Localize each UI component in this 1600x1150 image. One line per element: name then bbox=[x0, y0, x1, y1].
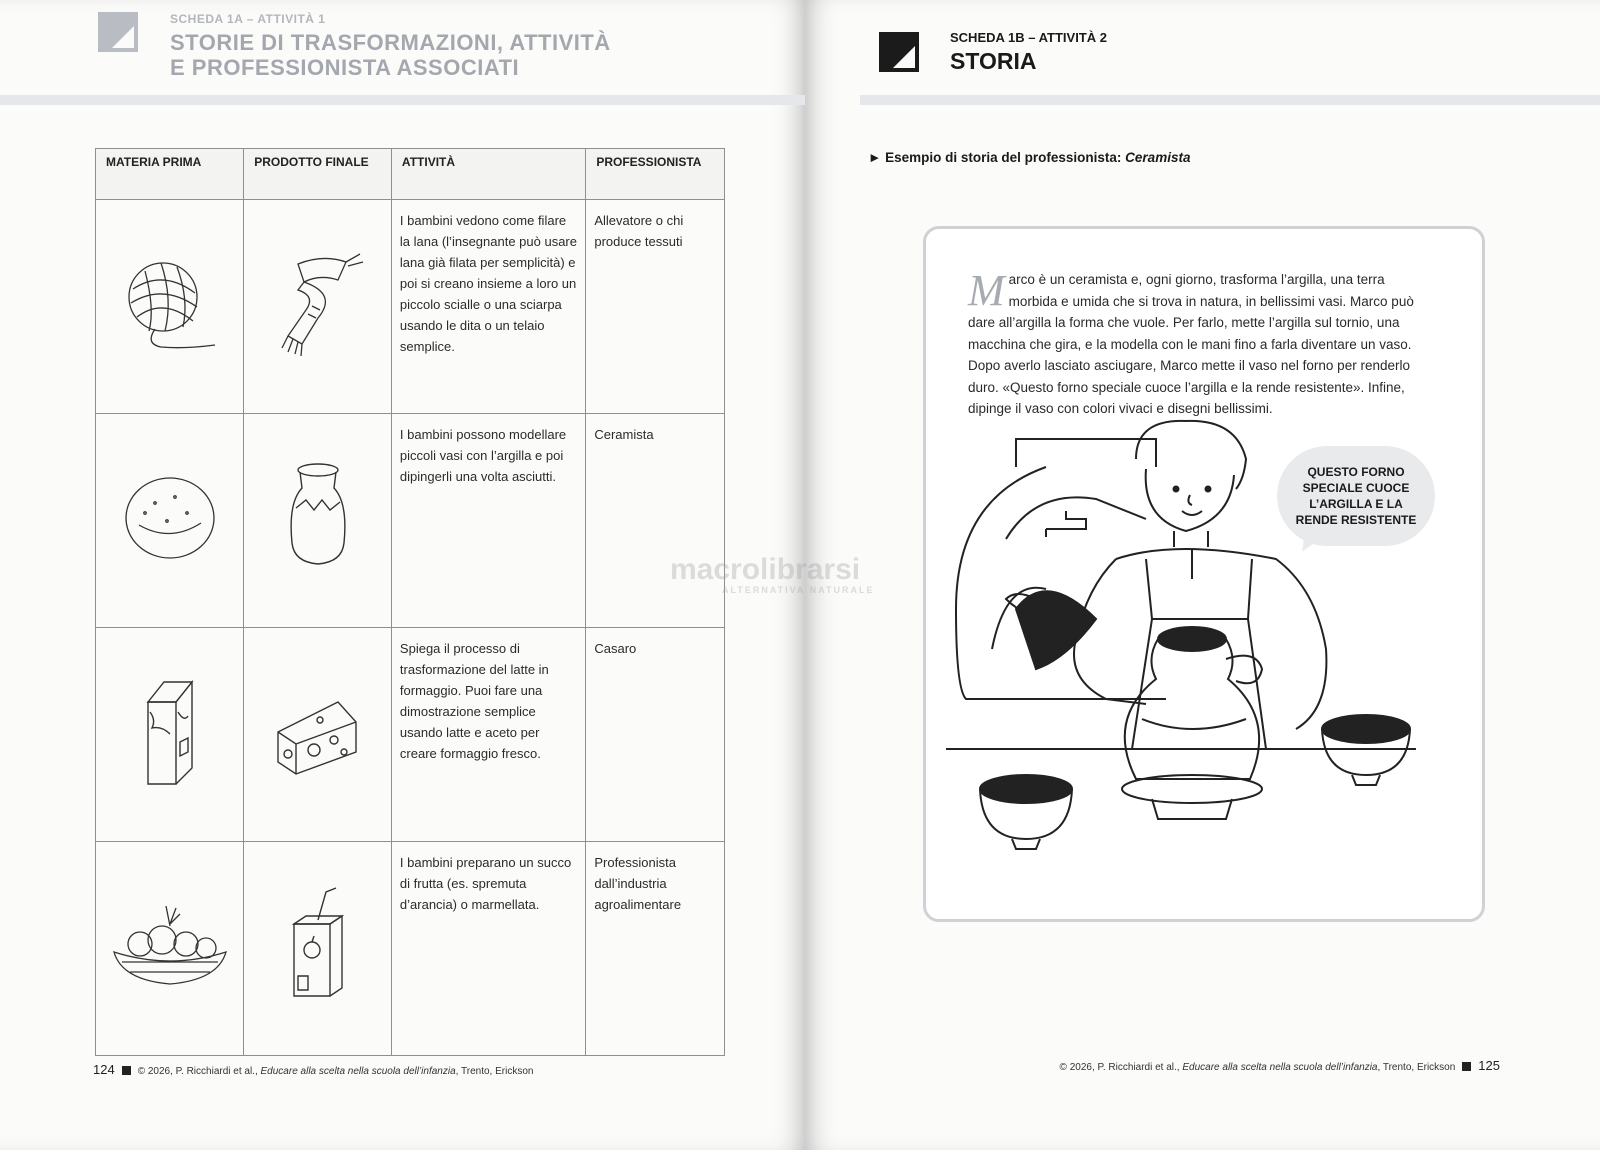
header-band bbox=[0, 95, 805, 105]
professional-cell: Casaro bbox=[586, 628, 725, 842]
professional-cell: Ceramista bbox=[586, 414, 725, 628]
speech-bubble bbox=[1277, 446, 1435, 546]
vase-on-wheel bbox=[1122, 627, 1262, 819]
title-line-2: E PROFESSIONISTA ASSOCIATI bbox=[170, 55, 520, 80]
final-product-cell bbox=[244, 842, 392, 1056]
raw-material-cell bbox=[96, 628, 244, 842]
final-product-cell bbox=[244, 200, 392, 414]
activity-cell: I bambini vedono come filare la lana (l’insegnante può usare lana già filata per semplicità) e poi si creano insieme a loro un piccolo scialle o una sciarpa usando le dita o un telaio semplice. bbox=[391, 200, 585, 414]
table-row bbox=[96, 842, 725, 1056]
story-paragraph bbox=[968, 266, 1426, 420]
right-footer bbox=[1060, 1058, 1500, 1073]
table-row bbox=[96, 628, 725, 842]
citation-suffix: , Trento, Erickson bbox=[1377, 1062, 1456, 1073]
activity-cell: Spiega il processo di trasformazione del latte in formaggio. Puoi fare una dimostrazione semplice usando latte e aceto per creare formaggio fresco. bbox=[391, 628, 585, 842]
juice-box-icon bbox=[278, 886, 358, 1006]
left-kicker: SCHEDA 1A – ATTIVITÀ 1 bbox=[170, 12, 326, 26]
cheese-wedge-icon bbox=[268, 682, 368, 782]
activity-cell: I bambini possono modellare piccoli vasi con l’argilla e poi dipingerli una volta asciutti. bbox=[391, 414, 585, 628]
left-footer bbox=[93, 1062, 533, 1077]
citation-prefix: © 2026, P. Ricchiardi et al., bbox=[137, 1066, 261, 1077]
clay-vase-icon bbox=[278, 458, 358, 578]
story-dropcap: M bbox=[968, 266, 1005, 315]
yarn-ball-icon bbox=[115, 249, 225, 359]
left-page-title bbox=[170, 30, 640, 80]
header-materia-prima: MATERIA PRIMA bbox=[96, 149, 244, 200]
final-product-cell bbox=[244, 414, 392, 628]
table-row bbox=[96, 200, 725, 414]
story-box bbox=[923, 226, 1485, 922]
example-prefix: ► Esempio di storia del professionista: bbox=[868, 150, 1126, 165]
footer-square-icon bbox=[122, 1066, 131, 1075]
bowl-left bbox=[980, 775, 1072, 849]
section-corner-icon bbox=[98, 12, 138, 52]
example-heading bbox=[868, 150, 1190, 165]
citation-title: Educare alla scelta nella scuola dell’infanzia bbox=[260, 1066, 456, 1077]
milk-carton-icon bbox=[130, 672, 210, 792]
story-body: arco è un ceramista e, ogni giorno, trasforma l’argilla, una terra morbida e umida che si trova in natura, in bellissimi vasi. Marco può dare all’argilla la forma che vuole. Per farlo, mette l’argilla sul tornio, una macchina che gira, e la modella con le mani fino a farla diventare un vaso. Dopo averlo lasciato asciugare, Marco mette il vaso nel forno per renderlo duro. «Questo forno speciale cuoce l’argilla e la rende resistente». Infine, dipinge il vaso con colori vivaci e disegni bellissimi. bbox=[968, 272, 1414, 416]
header-attivita: ATTIVITÀ bbox=[391, 149, 585, 200]
citation-prefix: © 2026, P. Ricchiardi et al., bbox=[1059, 1062, 1183, 1073]
activity-cell: I bambini preparano un succo di frutta (es. spremuta d’arancia) o marmellata. bbox=[391, 842, 585, 1056]
watermark-tagline: ALTERNATIVA NATURALE bbox=[722, 585, 875, 595]
citation-title: Educare alla scelta nella scuola dell’infanzia bbox=[1182, 1062, 1378, 1073]
header-prodotto-finale: PRODOTTO FINALE bbox=[244, 149, 392, 200]
page-number: 124 bbox=[93, 1062, 115, 1077]
right-page-title: STORIA bbox=[950, 48, 1037, 74]
title-line-1: STORIE DI TRASFORMAZIONI, ATTIVITÀ bbox=[170, 30, 611, 55]
professional-cell: Allevatore o chi produce tessuti bbox=[586, 200, 725, 414]
kiln-drawing bbox=[956, 439, 1166, 699]
header-professionista: PROFESSIONISTA bbox=[586, 149, 725, 200]
table-row bbox=[96, 414, 725, 628]
section-corner-icon bbox=[879, 32, 919, 72]
raw-material-cell bbox=[96, 414, 244, 628]
example-role: Ceramista bbox=[1125, 150, 1191, 165]
raw-material-cell bbox=[96, 200, 244, 414]
citation-suffix: , Trento, Erickson bbox=[455, 1066, 534, 1077]
final-product-cell bbox=[244, 628, 392, 842]
watermark bbox=[670, 553, 950, 603]
page-number: 125 bbox=[1478, 1058, 1500, 1073]
speech-bubble-text: QUESTO FORNO SPECIALE CUOCE L’ARGILLA E LA RENDE RESISTENTE bbox=[1295, 465, 1417, 527]
transformations-table bbox=[95, 148, 725, 1056]
clay-lump-icon bbox=[115, 463, 225, 573]
table-header-row bbox=[96, 149, 725, 200]
header-band bbox=[860, 95, 1600, 105]
scarf-icon bbox=[268, 244, 368, 364]
professional-cell: Professionista dall’industria agroalimentare bbox=[586, 842, 725, 1056]
right-kicker: SCHEDA 1B – ATTIVITÀ 2 bbox=[950, 30, 1107, 45]
watermark-brand: macrolibrarsi bbox=[670, 553, 861, 586]
raw-material-cell bbox=[96, 842, 244, 1056]
fruit-basket-icon bbox=[110, 896, 230, 996]
footer-square-icon bbox=[1462, 1062, 1471, 1071]
